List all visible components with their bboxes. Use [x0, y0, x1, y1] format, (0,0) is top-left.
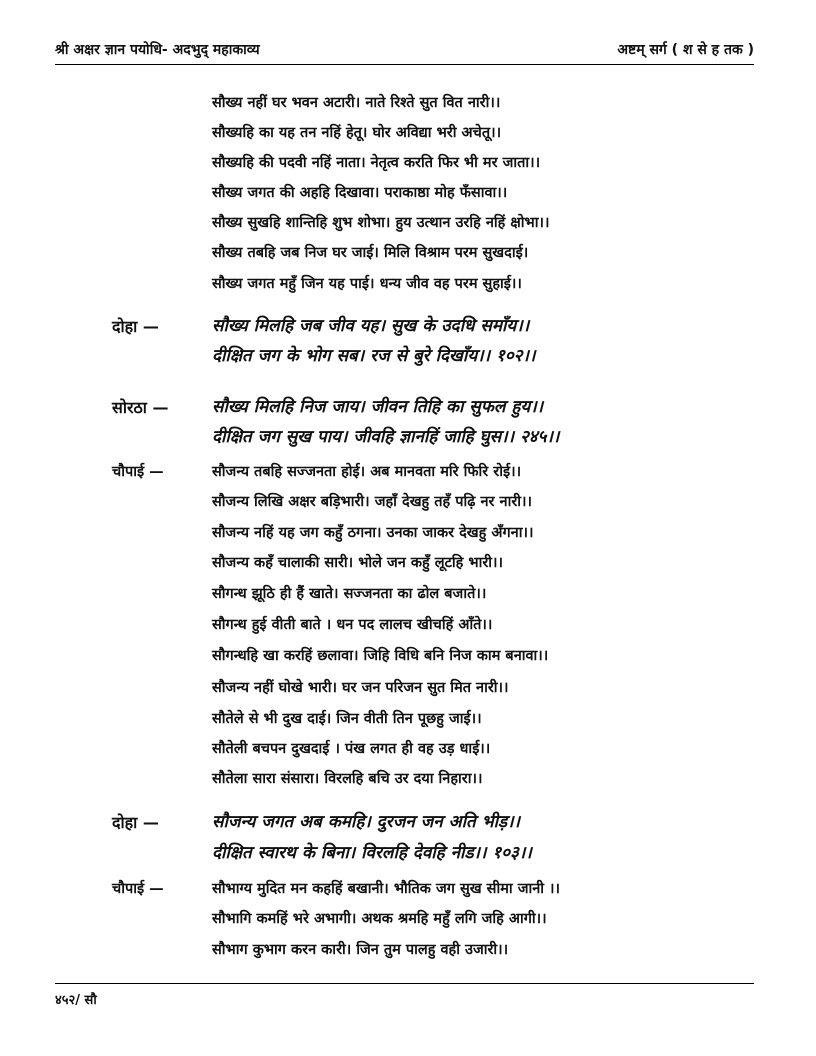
book-title: श्री अक्षर ज्ञान पयोधि- अदभुद् महाकाव्य	[55, 42, 260, 58]
page-number: ४५२/ सौ	[55, 993, 97, 1008]
verse-line: सौगन्धहि खा करहिं छलावा। जिहि विधि बनि निज काम बनावा।।	[212, 648, 549, 664]
chaupai-label: चौपाई —	[112, 881, 164, 897]
verse-line: सौख्य जगत महुँ जिन यह पाई। धन्य जीव वह परम सुहाई।।	[212, 276, 522, 292]
verse-line: सौभागि कमहिं भरे अभागी। अथक श्रमहि महुँ लगि जहि आगी।।	[212, 911, 547, 927]
doha-line: सौख्य मिलहि जब जीव यह। सुख के उदधि समाँय।।	[212, 316, 530, 336]
doha-label: दोहा —	[112, 317, 159, 336]
verse-line: सौजन्य कहँ चालाकी सारी। भोले जन कहुँ लूटहि भारी।।	[212, 555, 504, 571]
verse-line: सौजन्य तबहि सज्जनता होई। अब मानवता मरि फिरि रोई।।	[212, 464, 522, 480]
verse-line: सौगन्ध हुई वीती बाते । धन पद लालच खीचहिं आँते।।	[212, 617, 493, 633]
verse-line: सौख्य सुखहि शान्तिहि शुभ शोभा। हुय उत्थान उरहि नहिं क्षोभा।।	[212, 215, 550, 231]
page-header	[55, 36, 754, 64]
doha-line: दीक्षित जग के भोग सब। रज से बुरे दिखाँय।। १०२।।	[212, 346, 536, 366]
verse-line: सौतेली बचपन दुखदाई । पंख लगत ही वह उड़ धाई।।	[212, 741, 491, 757]
verse-line: सौजन्य नहिं यह जग कहुँ ठगना। उनका जाकर देखहु अँगना।।	[212, 525, 534, 541]
verse-line: सौभाग्य मुदित मन कहहिं बखानी। भौतिक जग सुख सीमा जानी ।।	[212, 881, 561, 897]
chaupai-label: चौपाई —	[112, 464, 164, 480]
verse-line: सौख्य तबहि जब निज घर जाई। मिलि विश्राम परम सुखदाई।	[212, 245, 529, 261]
doha-line: दीक्षित स्वारथ के बिना। विरलहि देवहि नीड।। १०३।।	[212, 843, 532, 863]
doha-label: दोहा —	[112, 813, 159, 832]
verse-line: सौतेला सारा संसारा। विरलहि बचि उर दया निहारा।।	[212, 771, 483, 787]
verse-line: सौख्य जगत की अहहि दिखावा। पराकाष्ठा मोह फँसावा।।	[212, 185, 508, 201]
verse-line: सौख्यहि का यह तन नहिं हेतू। घोर अविद्या भरी अचेतू।।	[212, 125, 502, 141]
doha-line: सौजन्य जगत अब कमहि। दुरजन जन अति भीड़।।	[212, 812, 520, 832]
verse-line: सौगन्ध झूठि ही हैं खाते। सज्जनता का ढोल बजाते।।	[212, 586, 487, 602]
soratha-label: सोरठा —	[112, 398, 169, 417]
soratha-line: दीक्षित जग सुख पाय। जीवहि ज्ञानहिं जाहि घुस।। २४५।।	[212, 427, 560, 447]
verse-line: सौख्य नहीं घर भवन अटारी। नाते रिश्ते सुत वित नारी।।	[212, 95, 501, 111]
verse-line: सौतेले से भी दुख दाई। जिन वीती तिन पूछहु जाई।।	[212, 711, 482, 727]
header-divider	[55, 64, 754, 65]
chapter-title: अष्टम् सर्ग ( श से ह तक )	[617, 42, 754, 58]
footer-divider	[55, 983, 754, 984]
verse-line: सौजन्य नहीं घोखे भारी। घर जन परिजन सुत मित नारी।।	[212, 680, 509, 696]
verse-line: सौभाग कुभाग करन कारी। जिन तुम पालहु वही उजारी।।	[212, 942, 509, 958]
verse-line: सौजन्य लिखि अक्षर बड़िभारी। जहाँ देखहु तहँ पढ़ि नर नारी।।	[212, 494, 533, 510]
soratha-line: सौख्य मिलहि निज जाय। जीवन तिहि का सुफल हुय।।	[212, 397, 544, 417]
verse-line: सौख्यहि की पदवी नहिं नाता। नेतृत्व करति फिर भी मर जाता।।	[212, 155, 541, 171]
